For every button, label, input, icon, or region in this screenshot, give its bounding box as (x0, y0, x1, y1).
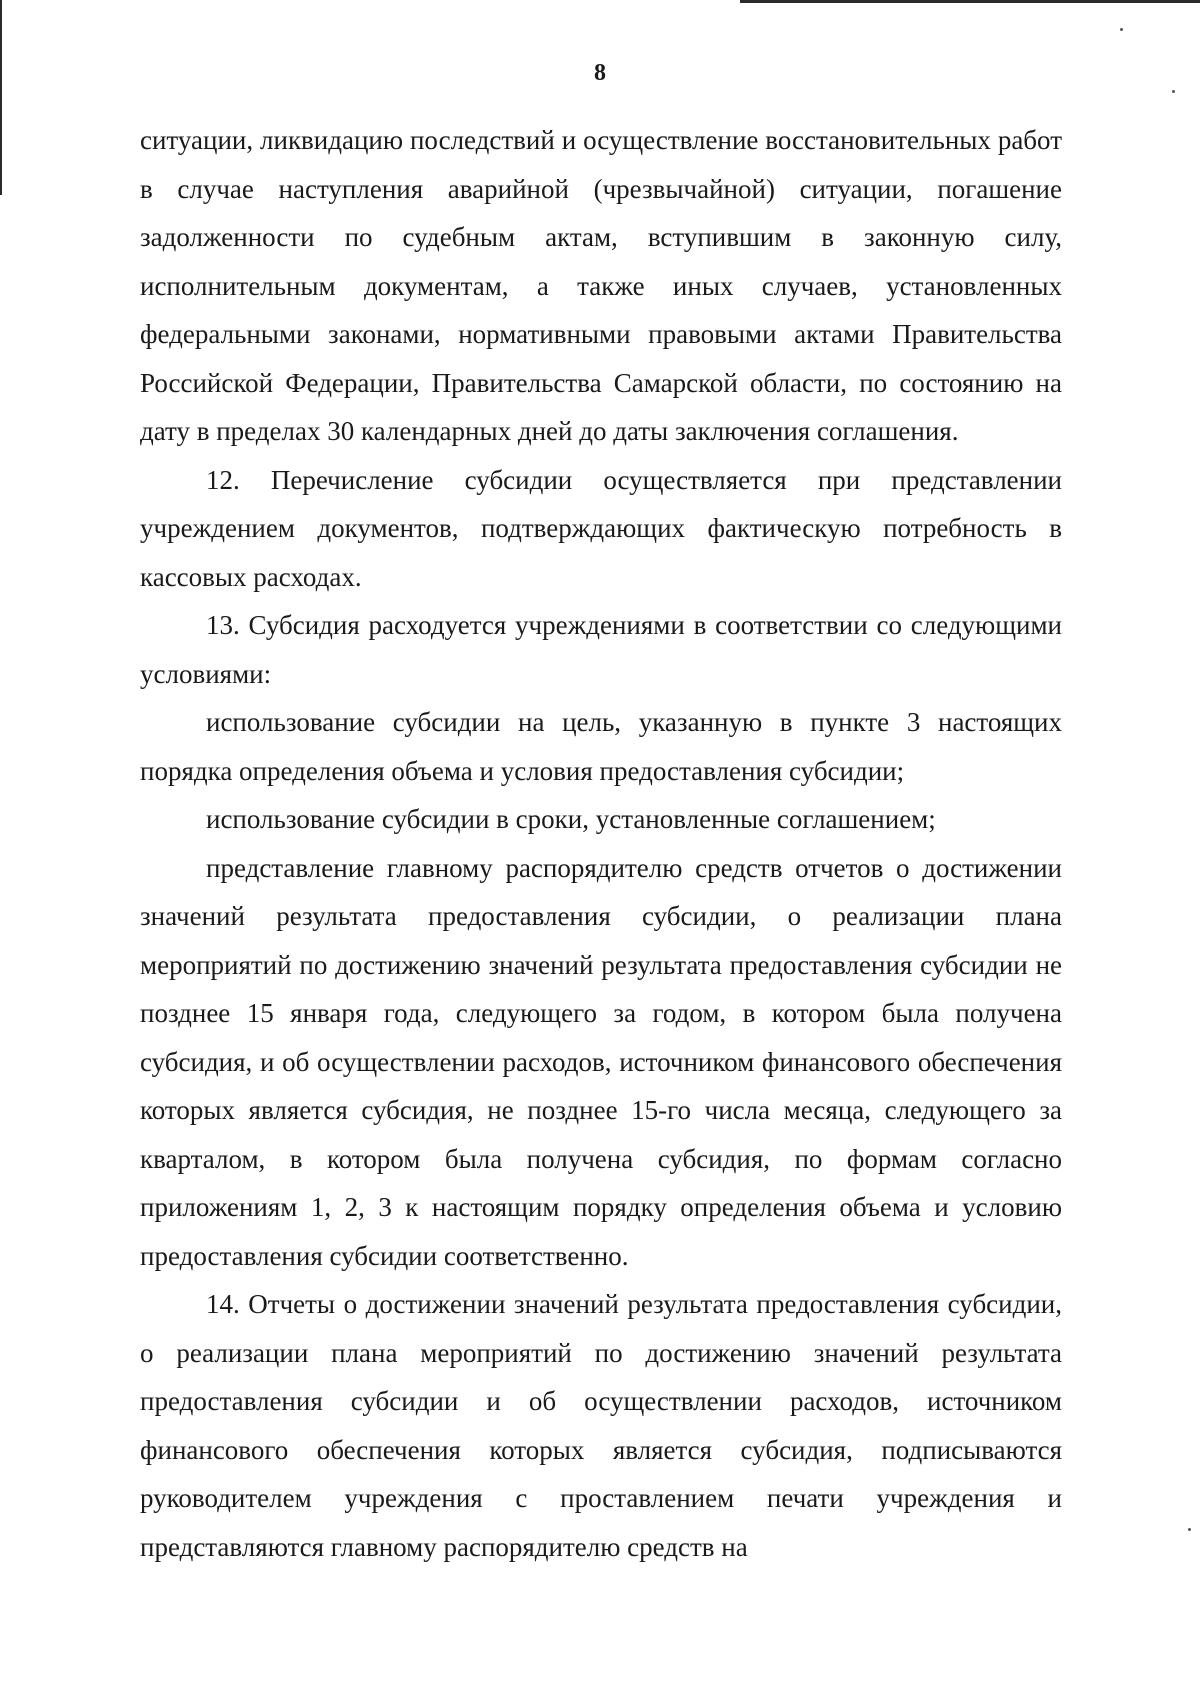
condition-reporting: представление главному распорядителю средств отчетов о достижении значений результата предоставления субсидии, о реализации плана мероприятий по достижению значений результата предоставления субсидии не позднее 15 января года, следующего за годом, в котором была получена субсидия, и об осуществлении расходов, источником финансового обеспечения которых является субсидия, не позднее 15-го числа месяца, следующего за кварталом, в котором была получена субсидия, по формам согласно приложениям 1, 2, 3 к настоящим порядку определения объема и условию предоставления субсидии соответственно. (140, 852, 1062, 1271)
paragraph-13: 13. Субсидия расходуется учреждениями в соответствии со следующими условиями: (140, 610, 1062, 689)
document-body (140, 116, 1062, 1571)
condition-purpose: использование субсидии на цель, указанную в пункте 3 настоящих порядка определения объема и условия предоставления субсидии; (140, 707, 1062, 786)
page-number: 8 (594, 60, 606, 86)
scan-speck (1188, 1528, 1191, 1531)
paragraph-continuation: ситуации, ликвидацию последствий и осуществление восстановительных работ в случае наступления аварийной (чрезвычайной) ситуации, погашение задолженности по судебным актам, вступившим в законную силу, исполнительным документам, а также иных случаев, установленных федеральными законами, нормативными правовыми актами Правительства Российской Федерации, Правительства Самарской области, по состоянию на дату в пределах 30 календарных дней до даты заключения соглашения. (140, 125, 1062, 446)
scan-edge-top (740, 0, 1200, 3)
paragraph-14: 14. Отчеты о достижении значений результата предоставления субсидии, о реализации плана мероприятий по достижению значений результата предоставления субсидии и об осуществлении расходов, источником финансового обеспечения которых является субсидия, подписываются руководителем учреждения с проставлением печати учреждения и представляются главному распорядителю средств на (140, 1289, 1062, 1562)
scan-speck (1172, 90, 1175, 93)
scan-edge-left (0, 0, 2, 195)
condition-deadline: использование субсидии в сроки, установленные соглашением; (206, 804, 936, 834)
paragraph-12: 12. Перечисление субсидии осуществляется при представлении учреждением документов, подтверждающих фактическую потребность в кассовых расходах. (140, 464, 1062, 592)
scan-speck (1120, 28, 1123, 31)
